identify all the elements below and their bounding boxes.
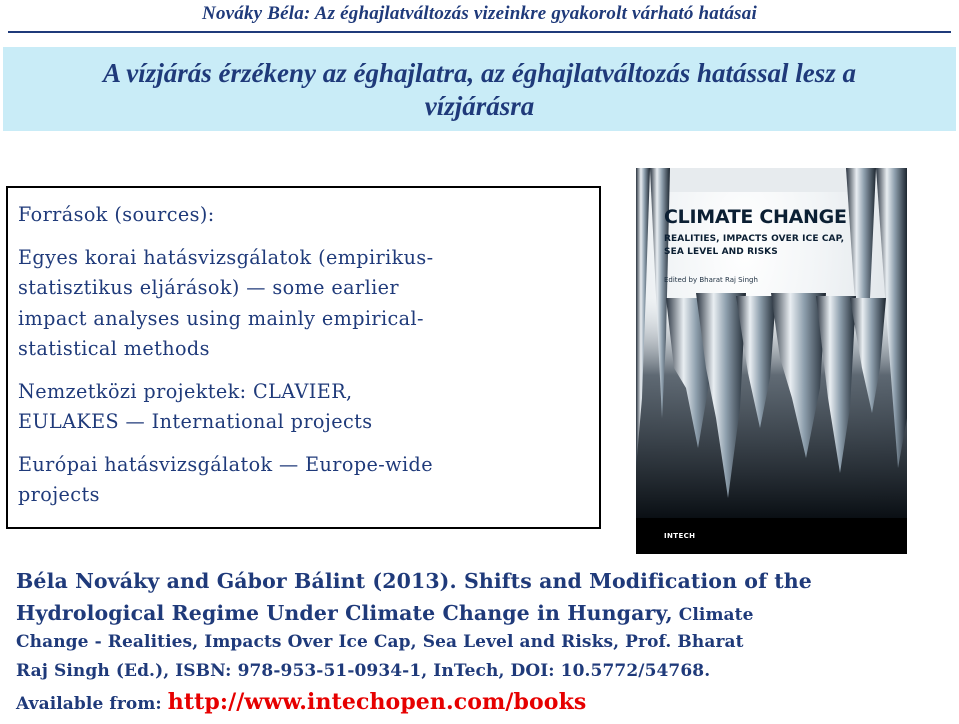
citation-line-4: Raj Singh (Ed.), ISBN: 978-953-51-0934-1, InTech, DOI: 10.5772/54768. <box>16 661 711 681</box>
book-cover-image <box>636 168 907 554</box>
cover-editor: Edited by Bharat Raj Singh <box>664 276 758 284</box>
source-item-1-line-1: Egyes korai hatásvizsgálatok (empirikus- <box>18 245 434 269</box>
page-header-title: Nováky Béla: Az éghajlatváltozás vizeinkre gyakorolt várható hatásai <box>202 3 757 24</box>
citation-line-5 <box>16 689 586 715</box>
source-item-3-line-1: Európai hatásvizsgálatok — Europe-wide <box>18 452 433 476</box>
source-item-2-line-1: Nemzetközi projektek: CLAVIER, <box>18 379 353 403</box>
source-item-1-line-4: statistical methods <box>18 337 210 360</box>
citation-book-part: Climate <box>672 605 754 625</box>
source-item-2-line-2: EULAKES — International projects <box>18 410 373 433</box>
available-from-label: Available from: <box>16 694 168 714</box>
sources-box <box>6 186 601 529</box>
source-item-1-line-2: statisztikus eljárások) — some earlier <box>18 276 399 299</box>
cover-publisher: INTECH <box>664 532 696 540</box>
citation-title-part: Hydrological Regime Under Climate Change in Hungary, <box>16 601 673 625</box>
cover-subtitle-line-2: SEA LEVEL AND RISKS <box>664 247 778 257</box>
banner-line-2: vízjárásra <box>424 91 535 121</box>
sources-heading: Források (sources): <box>18 203 215 226</box>
source-item-1-line-3: impact analyses using mainly empirical- <box>18 306 424 330</box>
cover-subtitle-line-1: REALITIES, IMPACTS OVER ICE CAP, <box>664 234 845 244</box>
cover-subtitle <box>664 233 899 259</box>
topic-banner <box>3 47 956 131</box>
source-item-3-line-2: projects <box>18 483 100 506</box>
intechopen-link[interactable]: http://www.intechopen.com/books <box>167 689 587 715</box>
cover-title: CLIMATE CHANGE <box>664 206 847 228</box>
citation-line-1: Béla Nováky and Gábor Bálint (2013). Shifts and Modification of the <box>16 569 812 593</box>
header-divider <box>8 31 951 33</box>
banner-line-1: A vízjárás érzékeny az éghajlatra, az éghajlatváltozás hatással lesz a <box>102 58 857 88</box>
citation-line-3: Change - Realities, Impacts Over Ice Cap, Sea Level and Risks, Prof. Bharat <box>16 632 744 652</box>
citation-line-2 <box>16 601 754 625</box>
